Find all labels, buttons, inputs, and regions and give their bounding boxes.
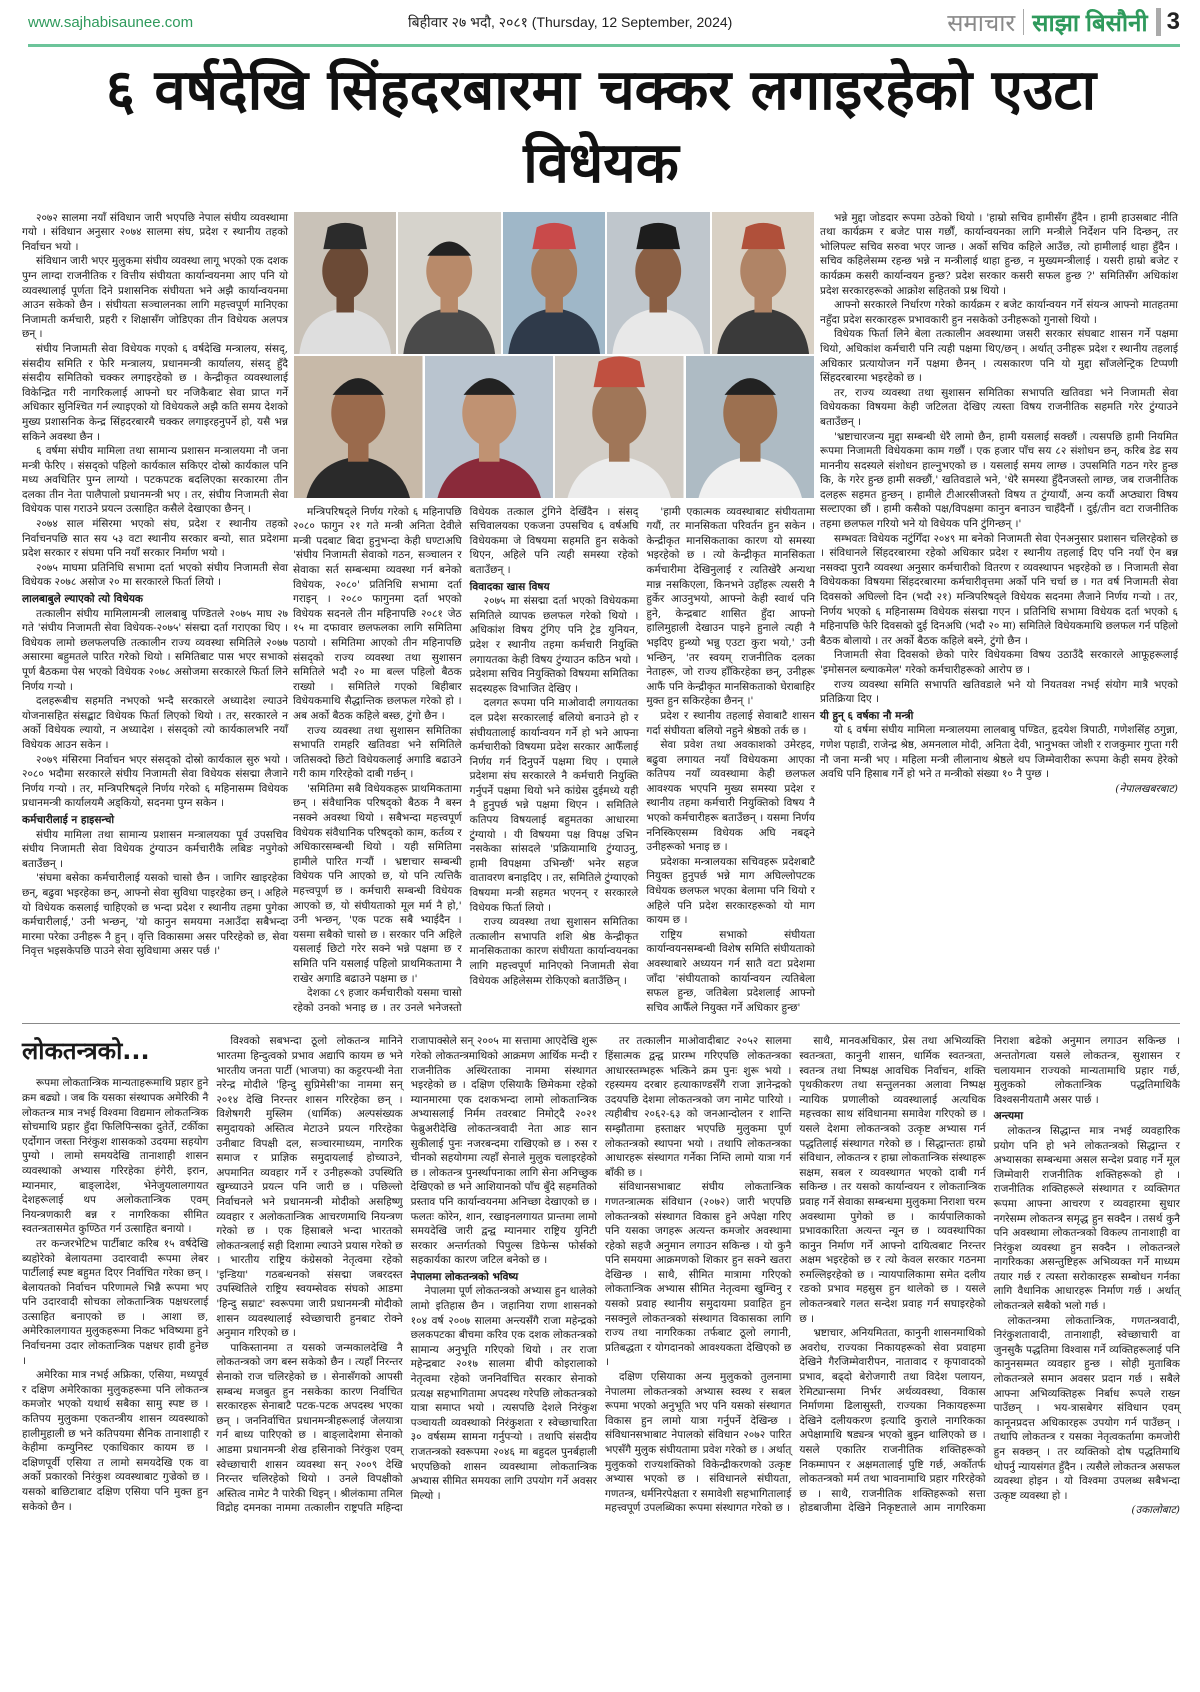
- paragraph: साथै, मानवअधिकार, प्रेस तथा अभिव्यक्ति स्वतन्त्रता, कानुनी शासन, धार्मिक स्वतन्त्रता, स्वतन्त्र तथा निष्पक्ष आवधिक निर्वाचन, शक्ति पृथकीकरण तथा सन्तुलनका अलावा निष्पक्ष न्यायिक प्रणालीको व्यवस्थालाई अत्यधिक महत्त्वका साथ संविधानमा समावेश गरिएको छ । यसले देशमा लोकतन्त्रको उत्कृष्ट अभ्यास गर्न पद्धतिलाई संस्थागत गरेको छ । सिद्धान्ततः हाम्रो संविधान, लोकतन्त्र र हाम्रा लोकतान्त्रिक संस्थाहरू सक्षम, सबल र व्यवस्थागत भएको दाबी गर्न सकिन्छ । तर यसको कार्यान्वयन र लोकतान्त्रिक प्रवाह गर्ने सेवाका सम्बन्धमा मुलुकमा निराशा चरम अवस्थामा पुगेको छ । कार्यपालिकाको प्रभावकारिता अत्यन्त न्यून छ । व्यवस्थापिका कानुन निर्माण गर्ने आफ्नो दायित्वबाट निरन्तर अक्षम भइरहेको छ र त्यो केवल सरकार गठनमा रुमल्लिइरहेको छ । न्यायपालिकामा समेत दलीय रङको प्रभाव महसुस हुन थालेको छ । यसले लोकतन्त्रबारे गलत सन्देश प्रवाह गर्न सघाइरहेको छ ।: [799, 1035, 986, 1325]
- article-right-column: [820, 211, 1178, 797]
- header-rule: [28, 44, 1180, 47]
- paragraph: दक्षिण एसियाका अन्य मुलुकको तुलनामा नेपालमा लोकतन्त्रको अभ्यास स्वस्थ र सबल रूपमा भएको अनुभूति भए पनि यसको संस्थागत विकास हुन लामो यात्रा गर्नुपर्ने देखिन्छ । संविधानसभाबाट नेपालको संविधान २०७२ पारित भएसँगै मुलुक संघीयतामा प्रवेश गरेको छ । अर्थात् मुलुकको राज्यशक्तिको विकेन्द्रीकरणको उत्कृष्ट अभ्यास भएको छ । संविधानले संघीयता, गणतन्त्र, धर्मनिरपेक्षता र समावेशी सहभागितालाई महत्त्वपूर्ण उपलब्धिका रूपमा संस्थागत गरेको छ ।: [604, 1371, 792, 1515]
- article-2: [22, 1034, 1180, 1518]
- photo-row: [293, 211, 815, 355]
- paragraph: प्रदेशका मन्त्रालयका सचिवहरू प्रदेशबाटै नियुक्त हुनुपर्छ भन्ने माग अघिल्लोपटक विधेयक छलफल भएका बेलामा पनि थियो र अहिले पनि प्रदेश सरकारहरूको यो माग कायम छ ।: [646, 855, 815, 927]
- paragraph: दलहरूबीच सहमति नभएको भन्दै सरकारले अध्यादेश ल्याउने योजनासहित संसद्बाट विधेयक फिर्ता लिएको थियो । तर, सरकारले न अर्को विधेयक ल्यायो, न अध्यादेश । संसद्को त्यो कार्यकालभरि नयाँ विधेयक आउन सकेन ।: [22, 695, 288, 751]
- portrait-photo: [685, 355, 816, 499]
- paragraph: तर कन्जरभेटिभ पार्टीबाट करिब १५ वर्षदेखि ब्यहोरेको बेलायतमा उदारवादी रूपमा लेबर पार्टीलाई स्पष्ट बहुमत दिएर निर्वाचित गरेका छन् । बेलायतको निर्वाचन परिणामले भिन्नै रूपमा भए पनि उदारवादी सोचका लोकतान्त्रिक पक्षधरलाई उत्साहित बनाएको छ । आशा छ, अमेरिकालगायत मुलुकहरूमा निकट भविष्यमा हुने निर्वाचनमा उदार लोकतान्त्रिक पक्षधर हावी हुनेछ ।: [22, 1237, 209, 1367]
- paragraph: नेपालमा पूर्ण लोकतन्त्रको अभ्यास हुन थालेको लामो इतिहास छैन । जहानिया राणा शासनको १०४ वर्ष २००७ सालमा अन्त्यसँगै राजा महेन्द्रको छलकपटका बीचमा करिव एक दशक लोकतन्त्रको सामान्य अनुभूति गरिएको थियो । तर राजा महेन्द्रबाट २०१७ सालमा बीपी कोइरालाको नेतृत्वमा रहेको जननिर्वाचित सरकार सेनाको प्रत्यक्ष सहभागितामा अपदस्थ गरेपछि लोकतन्त्रको यात्रा समाप्त भयो । त्यसपछि देशले निरंकुश पञ्चायती व्यवस्थाको निरंकुशता र स्वेच्छाचारिता ३० वर्षसम्म सामना गर्नुपऱ्यो । तथापि संसदीय राजतन्त्रको स्वरूपमा २०४६ मा बहुदल पुनर्बहाली भएपछिको शासन व्यवस्थामा लोकतान्त्रिक अभ्यास सीमित समयका लागि उपयोग गर्ने अवसर मिल्यो ।: [410, 1285, 597, 1502]
- article-2-title: लोकतन्त्रको...: [22, 1037, 150, 1066]
- masthead: [947, 6, 1180, 39]
- portrait-photo: [293, 355, 424, 499]
- paragraph: दलगत रूपमा पनि माओवादी लगायतका दल प्रदेश सरकारलाई बलियो बनाउने हो र संघीयतालाई कार्यान्वयन गर्ने हो भने आफ्ना कर्मचारीको विषयमा प्रदेश सरकार आफैँलाई निर्णय गर्न दिनुपर्ने पक्षमा थिए । एमाले प्रदेशमा संघ सरकारले नै कर्मचारी नियुक्ति गर्नुपर्ने पक्षमा थियो भने कांग्रेस दुईमध्ये यही नै हुनुपर्छ भन्ने पक्षमा थिएन । समितिले कतिपय विषयलाई बहुमतका आधारमा टुंग्यायो । यी विषयमा पक्ष विपक्ष उभिन नसकेका सांसदले 'प्रक्रियामाथि टुंग्याउनु, हामी विपक्षमा उभिन्छौं' भनेर सहज वातावरण बनाइदिए । तर, समितिले टुंग्याएको विषयमा मन्त्री सहमत भएनन् र सरकारले विधेयक फिर्ता लियो ।: [469, 697, 639, 914]
- paragraph: तत्कालीन संघीय मामिलामन्त्री लालबाबु पण्डितले २०७५ माघ २७ गते 'संघीय निजामती सेवा विधेयक-२०७५' संसद्मा दर्ता गराएका थिए । विधेयक लामो छलफलपछि तत्कालीन राज्य व्यवस्था समितिले २०७७ असारमा बहुमतले पारित गरेको थियो । समितिबाट पास भएर सभाको पूर्ण बैठकमा पेस भएको विधेयक २०७८ असोजमा सरकारले फिर्ता लिने निर्णय गऱ्यो ।: [22, 607, 288, 693]
- paragraph: मन्त्रिपरिषद्ले निर्णय गरेको ६ महिनापछि २०८० फागुन २१ गते मन्त्री अनिता देवीले मन्त्री पदबाट बिदा हुनुभन्दा केही घण्टाअघि 'संघीय निजामती सेवाको गठन, सञ्चालन र सेवाका सर्त सम्बन्धमा व्यवस्था गर्न बनेको विधेयक, २०८०' प्रतिनिधि सभामा दर्ता गराइन् । २०८० फागुनमा दर्ता भएको विधेयक सदनले तीन महिनापछि २०८१ जेठ १५ मा दफावार छलफलका लागि समितिमा पठायो । समितिमा आएको तीन महिनापछि संसद्को राज्य व्यवस्था तथा सुशासन समितिले भदौ २० मा बल्ल पहिलो बैठक राख्यो । समितिले गएको बिहीबार विधेयकमाथि सैद्धान्तिक छलफल गरेको हो । अब अर्को बैठक कहिले बस्छ, टुंगो छैन ।: [293, 505, 462, 722]
- article-center: [293, 211, 815, 1016]
- paragraph: राज्य व्यवस्था समिति सभापति खतिवडाले भने यो नियतवश नभई संयोग मात्रै भएको प्रतिक्रिया दिए ।: [820, 678, 1178, 706]
- article-1: [22, 211, 1180, 1016]
- portrait-photo: [554, 355, 685, 499]
- paragraph: राज्य व्यवस्था तथा सुशासन समितिका तत्कालीन सभापति शशि श्रेष्ठ केन्द्रीकृत मानसिकताका कारण संघीयता कार्यान्वयनका लागि महत्त्वपूर्ण मानिएको निजामती सेवा विधेयक अहिलेसम्म रोकिएको बताउँछिन् ।: [469, 916, 639, 987]
- paragraph: विधेयक फिर्ता लिने बेला तत्कालीन अवस्थामा जसरी सरकार संघबाट शासन गर्ने पक्षमा थियो, अधिकांश कर्मचारी पनि त्यही पक्षमा थिए/छन् । अर्थात् उनीहरू प्रदेश र स्थानीय तहलाई अधिकार प्रत्यायोजन गर्ने पक्षमा छैनन् । त्यसकारण पनि यो मुद्दा साँजलेन्ट्रिक टिप्पणी सिंहदरबारमा भइरहेको छ ।: [820, 328, 1178, 385]
- paragraph: ६ वर्षमा संघीय मामिला तथा सामान्य प्रशासन मन्त्रालयमा नौ जना मन्त्री फेरिए । संसद्को पहिलो कार्यकाल सकिएर दोस्रो कार्यकाल पनि मध्य अवधितिर पुग्न लाग्यो । पटकपटक बदलिएका सरकारमा तीन दलका तीन नेता पालैपालो प्रधानमन्त्री भए । तर, संघीय निजामती सेवा विधेयक पास गराउने प्रयत्न उत्साहित कसैले देखाएका छैनन् ।: [22, 445, 288, 516]
- paragraph: राज्य व्यवस्था तथा सुशासन समितिका सभापति रामहरि खतिवडा भने समितिले जतिसक्दो छिटो विधेयकलाई अगाडि बढाउने गरी काम गरिरहेको दाबी गर्छन् ।: [293, 724, 462, 781]
- publication-name: साझा बिसौनी: [1032, 9, 1148, 37]
- paragraph: निजामती सेवा दिवसको छेको पारेर विधेयकमा विषय उठाउँदै सरकारले आफूहरूलाई 'इमोसनल ब्ल्याकमेल' गरेको कर्मचारीहरूको आरोप छ ।: [820, 649, 1178, 676]
- photo-collage: [293, 211, 815, 499]
- paragraph: रूपमा लोकतान्त्रिक मान्यताहरूमाथि प्रहार हुने क्रम बढ्यो । जब कि यसका संस्थापक अमेरिकी नै लोकतन्त्र मात्र नभई विश्वमा विद्यमान लोकतन्त्रिक सोचमाथि प्रहार हुँदा फिलिपिन्सका दुतेर्ते, टर्कीका एर्दोगान जस्ता निरंकुश शासकको उदयमा सहयोग पुग्यो । लामो समयदेखि तानाशाही शासन व्यवस्थाको अभ्यास गरिरहेका हंगेरी, इरान, म्यानमार, बाङ्लादेश, भेनेजुयलालगायत देशहरूलाई थप अलोकतान्त्रिक एवम् नियन्त्रणकारी बन्न र नागरिकका सीमित स्वतन्त्रतासमेत कुण्ठित गर्न उत्साहित बनायो ।: [22, 1077, 209, 1236]
- article-middle-columns: [293, 505, 815, 1016]
- subheading: यी हुन् ६ वर्षका नौ मन्त्री: [820, 709, 914, 722]
- page-header: [22, 0, 1180, 44]
- paragraph: सेवा प्रवेश तथा अवकाशको उमेरहद, बढुवा लगायत नयाँ विधेयकमा आएका कतिपय नयाँ व्यवस्थामा केही छलफल आवश्यक भएपनि मुख्य समस्या प्रदेश र स्थानीय तहमा कर्मचारी नियुक्तिको विषय नै भएको कर्मचारीहरू बताउँछन् । यसमा निर्णय ननिस्किएसम्म विधेयक अघि नबढ्ने उनीहरूको भनाइ छ ।: [646, 739, 815, 854]
- paragraph: २०७५ मा संसद्मा दर्ता भएको विधेयकमा समितिले व्यापक छलफल गरेको थियो । अधिकांश विषय टुंगिए पनि ट्रेड युनियन, प्रदेश र स्थानीय तहमा कर्मचारी नियुक्ति लगायतका केही विषय टुंग्याउन कठिन भयो । प्रदेशमा सचिव नियुक्तिको विषयमा समितिका सदस्यहरू विभाजित देखिए ।: [469, 595, 639, 695]
- paragraph: संविधानसभाबाट संघीय लोकतान्त्रिक गणतन्त्रात्मक संविधान (२०७२) जारी भएपछि लोकतन्त्रको संस्थागत विकास हुने अपेक्षा गरिए पनि यसका जगहरू अत्यन्त कमजोर अवस्थामा रहेको सहजै अनुमान लगाउन सकिन्छ । यो कुनै पनि समयमा आक्रमणको शिकार हुन सक्ने खतरा देखिन्छ । साथै, सीमित मात्रामा गरिएको लोकतान्त्रिक अभ्यास सीमित नेतृत्वमा खुम्चिनु र यसको प्रवाह स्थानीय समुदायमा प्रवाहित हुन नसक्नुले लोकतन्त्रको संस्थागत विकासका लागि राज्य तथा नागरिकका तर्फबाट ठूलो लगानी, प्रतिबद्धता र योगदानको आवश्यकता देखिएको छ ।: [604, 1181, 792, 1369]
- paragraph: 'हामी एकात्मक व्यवस्थाबाट संघीयतामा गयौं, तर मानसिकता परिवर्तन हुन सकेन । केन्द्रीकृत मानसिकताका कारण यो समस्या भइरहेको छ । त्यो केन्द्रीकृत मानसिकता कर्मचारीमा देखिनुलाई र त्यतिखेरै अन्यथा मान्न नसकिएला, किनभने उहाँहरू त्यसरी नै हुर्केर आउनुभयो, आफ्नो केही स्वार्थ पनि हुने, केन्द्रबाट शासित हुँदा आफ्नो हालिमुहाली देखाउन पाइने हुनाले त्यही नै भइदिए हुन्थ्यो भन्नु एउटा कुरा भयो,' उनी भन्छिन्, 'तर स्वयम् राजनीतिक दलका नेताहरू, जो राज्य हाँकिरहेका छन्, उनीहरू आफैं पनि केन्द्रीकृत मानसिकताको घेराबाहिर मुक्त हुन सकिरहेका छैनन् ।': [646, 505, 815, 708]
- subheading: नेपालमा लोकतन्त्रको भविष्य: [410, 1270, 519, 1283]
- paragraph: आफ्नो सरकारले निर्धारण गरेको कार्यक्रम र बजेट कार्यान्वयन गर्ने संयन्त्र आफ्नो मातहतमा नहुँदा प्रदेश सरकारहरू प्रभावकारी हुन नसकेको उनीहरूको गुनासो थियो ।: [820, 299, 1178, 326]
- subheading: कर्मचारीलाई न हाइसन्चो: [22, 813, 115, 826]
- portrait-photo: [397, 211, 501, 355]
- paragraph: २०७२ सालमा नयाँ संविधान जारी भएपछि नेपाल संघीय व्यवस्थामा गयो । संविधान अनुसार २०७४ सालमा संघ, प्रदेश र स्थानीय तहको निर्वाचन भयो ।: [22, 211, 288, 253]
- paragraph: विश्वको सबभन्दा ठूलो लोकतन्त्र मानिने भारतमा हिन्दुत्वको प्रभाव अद्यापि कायम छ भने भारतीय जनता पार्टी (भाजपा) का कट्टरपन्थी नेता नरेन्द्र मोदीले 'हिन्दु सुप्रिमेसी'का नाममा सन् २०१४ देखि निरन्तर शासन गरिरहेका छन् । विशेषगरी मुस्लिम (धार्मिक) अल्पसंख्यक समुदायको अस्तित्व मेटाउने प्रयत्न गरिरहेका उनीबाट विपक्षी दल, सञ्चारमाध्यम, नागरिक समाज र प्राज्ञिक समुदायलाई होच्याउने, अपमानित व्यवहार गर्ने र उनीहरूको उपस्थिति खुम्च्याउने प्रयत्न पनि जारी छ । पछिल्लो निर्वाचनले भने प्रधानमन्त्री मोदीको असहिष्णु व्यवहार र अलोकतान्त्रिक आचरणमाथि नियन्त्रण गरेको छ । एक हिसाबले भन्दा भारतको लोकतन्त्रलाई सही दिशामा ल्याउने प्रयास गरेको छ । भारतीय राष्ट्रिय कंग्रेसको नेतृत्वमा रहेको 'इन्डिया' गठबन्धनको संसद्मा जबरदस्त उपस्थितिले राष्ट्रिय स्वयम्सेवक संघको आडमा 'हिन्दु सम्राट' स्वरूपमा जारी प्रधानमन्त्री मोदीको शासन व्यवस्थालाई स्वेच्छाचारी हुनबाट रोक्ने अनुमान गरिएको छ ।: [216, 1035, 403, 1340]
- portrait-photo: [424, 355, 555, 499]
- paragraph: लोकतन्त्रमा लोकतान्त्रिक, गणतन्त्रवादी, निरंकुशतावादी, तानाशाही, स्वेच्छाचारी वा जुनसुकै पद्धतिमा विश्वास गर्ने व्यक्तिहरूलाई पनि कानुनसम्मत व्यवहार हुन्छ । सोही मुताबिक लोकतन्त्रले समान अवसर प्रदान गर्छ । सबैले आफ्ना अभिव्यक्तिहरू निर्बाध रूपले राख्न पाउँछन् । भय-त्रासबेगर संविधान एवम् कानूनप्रदत्त अधिकारहरू उपयोग गर्न पाउँछन् । तथापि लोकतन्त्र र यसका नेतृत्वकर्तामा कमजोरी हुन सक्छन् । तर व्यक्तिको दोष पद्धतिमाथि थोपर्नु न्यायसंगत हुँदैन । त्यसैले लोकतन्त्र असफल व्यवस्था होइन । यो विश्वमा उपलब्ध सबैभन्दा उत्कृष्ट व्यवस्था हो ।: [993, 1314, 1180, 1502]
- divider: [1023, 9, 1024, 35]
- paragraph: संघीय निजामती सेवा विधेयक गएको ६ वर्षदेखि मन्त्रालय, संसद्, संसदीय समिति र फेरि मन्त्रालय, प्रधानमन्त्री कार्यालय, संसद् हुँदै संसदीय समितिको चक्कर लगाइरहेको छ । केन्द्रीकृत व्यवस्थालाई विकेन्द्रित गरी नागरिकलाई आफ्नो घर नजिकैबाट सेवा प्राप्त गर्ने अधिकार सुनिश्चित गर्न ल्याइएको यो विधेयकले अझै कति समय देशको मुख्य प्रशासनिक केन्द्र सिंहदरबारमै चक्कर लगाइरहनुपर्ने हो, यसै भन्न सकिने अवस्था छैन ।: [22, 342, 288, 443]
- portrait-photo: [502, 211, 606, 355]
- source-credit: (उकालोबाट): [1131, 1504, 1180, 1517]
- paragraph: तर, राज्य व्यवस्था तथा सुशासन समितिका सभापति खतिवडा भने निजामती सेवा विधेयकका विषयमा केही जटिलता देखिए त्यस्ता विषय राजनीतिक सहमति गरेर टुंग्याउने बताउँछन् ।: [820, 386, 1178, 428]
- paragraph: यो ६ वर्षमा संघीय मामिला मन्त्रालयमा लालबाबु पण्डित, हृदयेश त्रिपाठी, गणेशसिंह ठगुन्ना, गणेश पहाडी, राजेन्द्र श्रेष्ठ, अमनलाल मोदी, अनिता देवी, भानुभक्त जोशी र राजकुमार गुप्ता गरी नौ जना मन्त्री भए । महिला मन्त्री लीलानाथ श्रेष्ठले थप जिम्मेवारीका रूपमा केही समय हेरेको अवधि पनि हिसाब गर्ने हो भने त मन्त्रीको संख्या १० नै पुग्छ ।: [820, 724, 1178, 781]
- article-divider: [22, 1023, 1180, 1024]
- paragraph: 'संघमा बसेका कर्मचारीलाई यसको चासो छैन । जागिर खाइरहेका छन्, बढुवा भइरहेका छन्, आफ्नो सेवा सुविधा पाइरहेका छन् । अहिले यो विधेयक कसलाई चाहिएको छ भन्दा प्रदेश र स्थानीय तहमा पुगेका कर्मचारीलाई,' उनी भन्छन्, 'यो कानुन समयमा नआउँदा सबैभन्दा मारमा परेका उनीहरू नै हुन् । वृत्ति विकासमा असर परिरहेको छ, सेवा निवृत्त भइसकेपछि पाउने सेवा सुविधामा असर पर्छ ।': [22, 872, 288, 958]
- paragraph: 'भ्रष्टाचारजन्य मुद्दा सम्बन्धी धेरै लामो छैन, हामी यसलाई सक्छौं । त्यसपछि हामी नियमित रूपमा निजामती विधेयकमा काम गर्छौं । एक हजार पाँच सय ८२ संशोधन छन्, करिब डेढ सय माननीय सदस्यले संशोधन हाल्नुभएको छ । यसलाई समय लाग्छ । उपसमिति गठन गरेर हुन्छ कि, के गरेर हुन्छ हामी सक्छौं,' खतिवडाले भने, 'धेरै समस्या हुँदैनजस्तो लाग्छ, जब राजनीतिक दलहरू सहमत हुन्छन् । हामीले टीआरसीजस्तो विषय त टुंग्यायौं, अन्य कयौं अप्ठ्यारा विषय सल्टाएका छौं । हामी कसैको पक्ष/विपक्षमा कानुन बनाउन चाहँदैनौं । दुई/तीन वटा राजनीतिक तहमा छलफल गरियो भने यो विधेयक पनि टुंगिन्छन् ।': [820, 430, 1178, 531]
- paragraph: २०७४ साल मंसिरमा भएको संघ, प्रदेश र स्थानीय तहको निर्वाचनपछि सात सय ५३ वटा स्थानीय सरकार बन्यो, सात प्रदेशमा प्रदेश सरकार र संघमा पनि नयाँ सरकार निर्माण भयो ।: [22, 518, 288, 560]
- dateline: बिहीवार २७ भदौ, २०८१ (Thursday, 12 September, 2024): [407, 13, 733, 30]
- photo-row: [293, 355, 815, 499]
- paragraph: २०७९ मंसिरमा निर्वाचन भएर संसद्को दोस्रो कार्यकाल सुरु भयो । २०८० भदौमा सरकारले संघीय निजामती सेवा विधेयक संसद्मा लैजाने निर्णय गऱ्यो । तर, मन्त्रिपरिषद्ले निर्णय गरेको ६ महिनासम्म विधेयक प्रधानमन्त्री कार्यालयमै अड्कियो, सदनमा पुग्न सकेन ।: [22, 753, 288, 810]
- paragraph: पाकिस्तानमा त यसको जन्मकालदेखि नै लोकतन्त्रको जग बस्न सकेको छैन । त्यहाँ निरन्तर सेनाको राज चलिरहेको छ । सेनासँगको आपसी सम्बन्ध मजबुत हुन नसकेका कारण निर्वाचित सरकारहरू सेनाबाटै पटक-पटक अपदस्थ भएका छन् । जननिर्वाचित प्रधानमन्त्रीहरूलाई जेलयात्रा गर्न बाध्य पारिएको छ । बाङ्लादेशमा सेनाको आडमा प्रधानमन्त्री शेख हसिनाको निरंकुश एवम् स्वेच्छाचारी शासन व्यवस्था सन् २००९ देखि निरन्तर चलिरहेको थियो । उनले विपक्षीको अस्तित्व नामेट नै पारेकी थिइन् । श्रीलंकामा तमिल विद्रोह दमनका नाममा तत्कालीन राष्ट्रपति महिन्दा राजापाक्सेले सन् २००५ मा सत्तामा आएदेखि शुरू गरेको लोकतन्त्रमाथिको आक्रमण आर्थिक मन्दी र राजनीतिक अस्थिरताका नाममा संस्थागत भइरहेको छ । दक्षिण एसियाकै छिमेकमा रहेको म्यानमारमा एक दशकभन्दा लामो लोकतान्त्रिक अभ्यासलाई निर्मम तवरबाट निमोट्दै २०२१ फेब्रुअरीदेखि लोकतन्त्रवादी नेता आङ सान सुकीलाई पुनः नजरबन्दमा राखिएको छ । रुस र चीनको सहयोगमा त्यहाँ सेनाले मुलुक चलाइरहेको छ । लोकतन्त्र पुनर्स्थापनाका लागि सेना अनिच्छुक देखिएको छ भने आशियानको पाँच बुँदे सहमतिको प्रस्ताव पनि कार्यान्वयनमा अनिच्छा देखाएको छ । फलतः कोरेन, शान, रखाइनलगायत प्रान्तमा लामो समयदेखि जारी द्वन्द्व म्यानमार राष्ट्रिय युनिटी सरकार अन्तर्गतको पिपुल्स डिफेन्स फोर्सको सहकार्यका कारण जटिल बनेको छ ।: [216, 1035, 597, 1515]
- paragraph: प्रदेश र स्थानीय तहलाई सेवाबाटै शासन गर्दा संघीयता बलियो नहुने श्रेष्ठको तर्क छ ।: [646, 709, 815, 737]
- paragraph: भ्रष्टाचार, अनियमितता, कानुनी शासनमाथिको अवरोध, राज्यका निकायहरूको सेवा प्रवाहमा देखिने गैरजिम्मेवारीपन, नातावाद र कृपावादको प्रभाव, बढ्दो बेरोजगारी तथा विदेश पलायन, रेमिट्यान्समा निर्भर अर्थव्यवस्था, विकास निर्माणमा ढिलासुस्ती, राज्यका निकायहरूमा देखिने दलीयकरण इत्यादि कुराले नागरिकका अपेक्षामाथि षड्यन्त्र भएको बुझ्न थालिएको छ । यसले एकातिर राजनीतिक शक्तिहरूको निकम्मापन र अक्षमतालाई पुष्टि गर्छ, अर्कोतर्फ लोकतन्त्रको मर्म तथा भावनामाथि प्रहार गरिरहेको छ । साथै, राजनीतिक शक्तिहरूको सत्ता होडबाजीमा देखिने निकृष्टताले आम नागरिकमा निराशा बढेको अनुमान लगाउन सकिन्छ । अन्ततोगत्वा यसले लोकतन्त्र, सुशासन र चलायमान राज्यको मान्यतामाथि प्रहार गर्छ, मुलुकको लोकतान्त्रिक पद्धतिमाथिकै विश्वसनीयतामै असर पार्छ ।: [799, 1035, 1180, 1515]
- headline: ६ वर्षदेखि सिंहदरबारमा चक्कर लगाइरहेको एउटा विधेयक: [105, 58, 1097, 196]
- page-number: 3: [1156, 8, 1180, 36]
- portrait-photo: [711, 211, 815, 355]
- source-credit: (नेपालखबरबाट): [1115, 782, 1178, 795]
- paragraph: भन्ने मुद्दा जोडदार रूपमा उठेको थियो । 'हाम्रो सचिव हामीसँग हुँदैन । हामी हाउसबाट नीति तथा कार्यक्रम र बजेट पास गर्छौं, कार्यान्वयनका लागि मन्त्रीले निर्देशन पनि दिन्छन्, तर भोलिपल्ट सचिव सरुवा भएर जान्छ । अर्को सचिव कहिले आउँछ, त्यो हामीलाई थाहा हुँदैन । सचिव कहिलेसम्म रहन्छ भन्ने न मन्त्रीलाई थाहा हुन्छ, न मुख्यमन्त्रीलाई । यसरी हाम्रो बजेट र कार्यक्रम कसरी कार्यान्वयन हुन्छ? प्रदेश सरकार कसरी सफल हुन्छ ?' समितिसँग अधिकांश प्रदेश सरकारहरूको आक्रोश सहितको प्रश्न थियो ।: [820, 211, 1178, 297]
- site-url[interactable]: www.sajhabisaunee.com: [28, 13, 194, 31]
- portrait-photo: [293, 211, 397, 355]
- subheading: लालबाबुले ल्याएको त्यो विधेयक: [22, 593, 143, 606]
- paragraph: २०७५ माघमा प्रतिनिधि सभामा दर्ता भएको संघीय निजामती सेवा विधेयक २०७८ असोज २० मा सरकारले फिर्ता लियो ।: [22, 561, 288, 589]
- paragraph: लोकतन्त्र सिद्धान्त मात्र नभई व्यवहारिक प्रयोग पनि हो भने लोकतन्त्रको सिद्धान्त र अभ्यासका सम्बन्धमा असल सन्देश प्रवाह गर्ने मूल जिम्मेवारी राजनीतिक शक्तिहरूको हो । राजनीतिक शक्तिहरूले संस्थागत र व्यक्तिगत रूपमा आफ्ना आचरण र व्यवहारमा सुधार नगरेसम्म लोकतन्त्र समृद्ध हुन सक्दैन । तसर्थ कुनै पनि अवस्थामा लोकतन्त्रको विकल्प तानाशाही वा निरंकुश व्यवस्था हुन सक्दैन । लोकतन्त्रले नागरिकका असन्तुष्टिहरू अभिव्यक्त गर्ने माध्यम तयार गर्छ र त्यस्ता सरोकारहरू सम्बोधन गर्नका लागि वैधानिक आधारहरू निर्माण गर्छ । अर्थात् लोकतन्त्रले सबैको भलो गर्छ ।: [993, 1124, 1180, 1313]
- paragraph: 'समितिमा सबै विधेयकहरू प्राथमिकतामा छन् । संवैधानिक परिषद्को बैठक नै बस्न नसक्ने अवस्था थियो । सबैभन्दा महत्त्वपूर्ण विधेयक संवैधानिक परिषद्को काम, कर्तव्य र अधिकारसम्बन्धी थियो । यही समितिमा हामीले पारित गऱ्यौं । भ्रष्टाचार सम्बन्धी विधेयक पनि आएको छ, यो पनि त्यत्तिकै महत्त्वपूर्ण छ । कर्मचारी सम्बन्धी विधेयक आएको छ, यो संघीयताको मूल मर्म नै हो,' उनी भन्छन्, 'एक पटक सबै भ्याईदैन । यसमा सबैको चासो छ । सरकार पनि अहिले यसलाई छिटो गरेर सक्ने भन्ने पक्षमा छ र समिति पनि यसलाई पहिलो प्राथमिकतामा नै राखेर अगाडि बढाउने पक्षमा छ ।': [293, 782, 462, 985]
- paragraph: राष्ट्रिय सभाको संघीयता कार्यान्वयनसम्बन्धी विशेष समिति संघीयताको अवस्थाबारे अध्ययन गर्न सातै वटा प्रदेशमा जाँदा 'संघीयताको कार्यान्वयन त्यतिबेला सफल हुन्छ, जतिबेला प्रदेशलाई आफ्नो सचिव आफैँले नियुक्त गर्ने अधिकार हुन्छ': [646, 928, 815, 1014]
- paragraph: संविधान जारी भएर मुलुकमा संघीय व्यवस्था लागू भएको एक दशक पुग्न लाग्दा राजनीतिक र वित्तीय संघीयता कार्यान्वयनमा आए पनि यो व्यवस्थालाई पूर्णता दिने प्रशासनिक संघीयता भने अझै कार्यान्वयनमा आउन सकेको छैन । संघीयता सञ्चालनका लागि महत्त्वपूर्ण मानिएका निजामती कर्मचारी, प्रहरी र शिक्षासँग जोडिएका तीन विधेयक अलपत्र छन् ।: [22, 255, 288, 341]
- paragraph: देशका ८९ हजार कर्मचारीको यसमा चासो रहेको उनको भनाइ छ । तर उनले भनेजस्तो विधेयक तत्काल टुंगिने देखिँदैन । संसद् सचिवालयका एकजना उपसचिव ६ वर्षअघि विधेयकमा जे विषयमा सहमति हुन सकेको थिएन, अहिले पनि त्यही समस्या रहेको बताउँछन् ।: [293, 505, 639, 1014]
- paragraph: संघीय मामिला तथा सामान्य प्रशासन मन्त्रालयका पूर्व उपसचिव संघीय निजामती सेवा विधेयक टुंग्याउन कर्मचारीकै लबिङ नपुगेको बताउँछन् ।: [22, 828, 288, 870]
- portrait-photo: [606, 211, 710, 355]
- paragraph: अमेरिका मात्र नभई अफ्रिका, एसिया, मध्यपूर्व र दक्षिण अमेरिकाका मुलुकहरूमा पनि लोकतन्त्र कमजोर भएको यथार्थ सबैका सामु स्पष्ट छ । कतिपय मुलुकमा एकतन्त्रीय शासन व्यवस्थाको हालीमुहाली छ भने कतिपयमा सैनिक तानाशाही र केहीमा कम्युनिस्ट एकाधिकार कायम छ । दक्षिणपूर्वी एसिया त लामो समयदेखि एक वा अर्को प्रकारको निरंकुश व्यवस्थाबाट गुज्रेको छ । यसको बाछिटाबाट दक्षिण एसिया पनि मुक्त हुन सकेको छैन ।: [22, 1369, 209, 1513]
- subheading: विवादका खास विषय: [469, 580, 550, 593]
- article-column-1: [22, 211, 288, 959]
- subheading: अन्त्यमा: [993, 1110, 1024, 1123]
- paragraph: सम्भवतः विधेयक नटुंगिँदा २०४९ मा बनेको निजामती सेवा ऐनअनुसार प्रशासन चलिरहेको छ । संविधानले सिंहदरबारमा रहेको अधिकार प्रदेश र स्थानीय तहलाई दिए पनि नयाँ ऐन बन्न नसक्दा पुरानै व्यवस्था अनुसार कर्मचारीको वितरण र व्यवस्थापन भइरहेको छ । निजामती सेवा विधेयकका विषयमा सिंहदरबारमा कर्मचारीवृत्तमा अर्को पनि चर्चा छ । गत वर्ष निजामती सेवा दिवसको अघिल्लो दिन (भदौ २१) मन्त्रिपरिषद्ले विधेयक सदनमा लैजाने निर्णय गऱ्यो । तर, निर्णय भएको ६ महिनासम्म विधेयक संसद्मा गएन । प्रतिनिधि सभामा विधेयक दर्ता भएको ६ महिनापछि फेरि दिवसको दुई दिनअघि (भदौ २० मा) समितिले विधेयकमाथि छलफल गर्न पहिलो बैठक बोलायो । तर अर्को बैठक कहिले बस्ने, टुंगो छैन ।: [820, 532, 1178, 647]
- paragraph: तर तत्कालीन माओवादीबाट २०५२ सालमा हिंसात्मक द्वन्द्व प्रारम्भ गरिएपछि लोकतन्त्रका आधारस्तम्भहरू भत्किने क्रम पुनः शुरू भयो । रहस्यमय दरबार हत्याकाण्डसँगै राजा ज्ञानेन्द्रको उदयपछि देशमा लोकतन्त्रको जग नामेट पारियो । त्यहीबीच २०६२-६३ को जनआन्दोलन र शान्ति सम्झौतामा हस्ताक्षर भएपछि मुलुकमा पूर्ण लोकतन्त्रको स्थापना भयो । तथापि लोकतन्त्रका आधारहरू संस्थागत गर्नेका निम्ति लामो यात्रा गर्न बाँकी छ ।: [604, 1035, 792, 1179]
- section-label: समाचार: [947, 9, 1016, 37]
